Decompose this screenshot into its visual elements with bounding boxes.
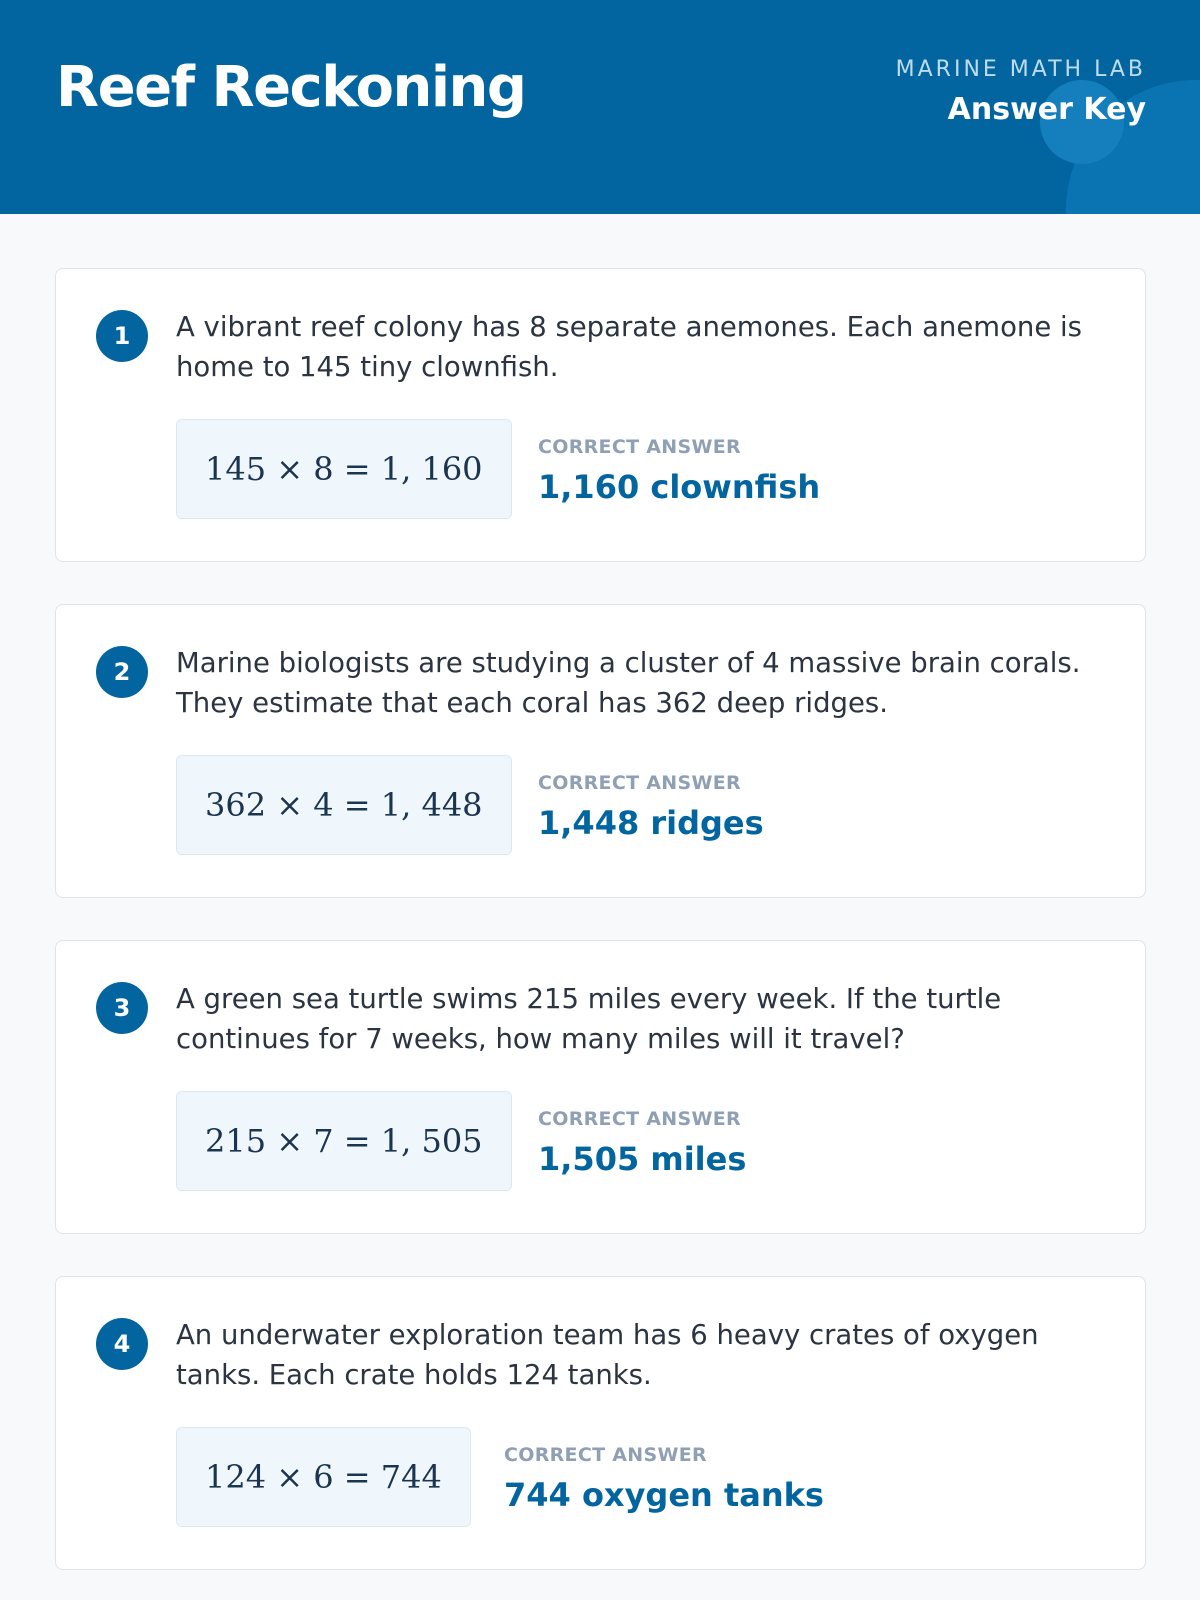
problem-number-badge: 4: [96, 1318, 148, 1370]
problem-number-badge: 1: [96, 310, 148, 362]
problem-equation: 145 × 8 = 1, 160: [176, 419, 512, 519]
correct-answer-value: 1,505 miles: [538, 1140, 747, 1178]
problem-equation: 362 × 4 = 1, 448: [176, 755, 512, 855]
problem-card-1: [55, 268, 1146, 562]
problem-number-badge: 3: [96, 982, 148, 1034]
problem-equation: 124 × 6 = 744: [176, 1427, 471, 1527]
problem-equation: 215 × 7 = 1, 505: [176, 1091, 512, 1191]
answer-key-label: Answer Key: [947, 92, 1146, 127]
correct-answer-label: CORRECT ANSWER: [504, 1444, 707, 1466]
problem-question: An underwater exploration team has 6 heavy crates of oxygen tanks. Each crate holds 124 tanks.: [176, 1319, 1039, 1391]
page-title: Reef Reckoning: [56, 55, 526, 120]
answer-block: [538, 1106, 746, 1180]
answer-block: [538, 434, 820, 508]
correct-answer-value: 1,160 clownfish: [538, 468, 821, 506]
lab-label: MARINE MATH LAB: [895, 57, 1146, 82]
correct-answer-label: CORRECT ANSWER: [538, 436, 741, 458]
answer-block: [504, 1442, 824, 1516]
correct-answer-label: CORRECT ANSWER: [538, 772, 741, 794]
problem-question: A vibrant reef colony has 8 separate anemones. Each anemone is home to 145 tiny clownfish.: [176, 311, 1082, 383]
correct-answer-value: 1,448 ridges: [538, 804, 764, 842]
problem-question: A green sea turtle swims 215 miles every week. If the turtle continues for 7 weeks, how many miles will it travel?: [176, 983, 1002, 1055]
correct-answer-label: CORRECT ANSWER: [538, 1108, 741, 1130]
problem-card-3: [55, 940, 1146, 1234]
page-header: [0, 0, 1200, 214]
problem-card-2: [55, 604, 1146, 898]
problem-card-4: [55, 1276, 1146, 1570]
problem-question: Marine biologists are studying a cluster of 4 massive brain corals. They estimate that each coral has 362 deep ridges.: [176, 647, 1081, 719]
answer-block: [538, 770, 764, 844]
correct-answer-value: 744 oxygen tanks: [504, 1476, 824, 1514]
problem-number-badge: 2: [96, 646, 148, 698]
